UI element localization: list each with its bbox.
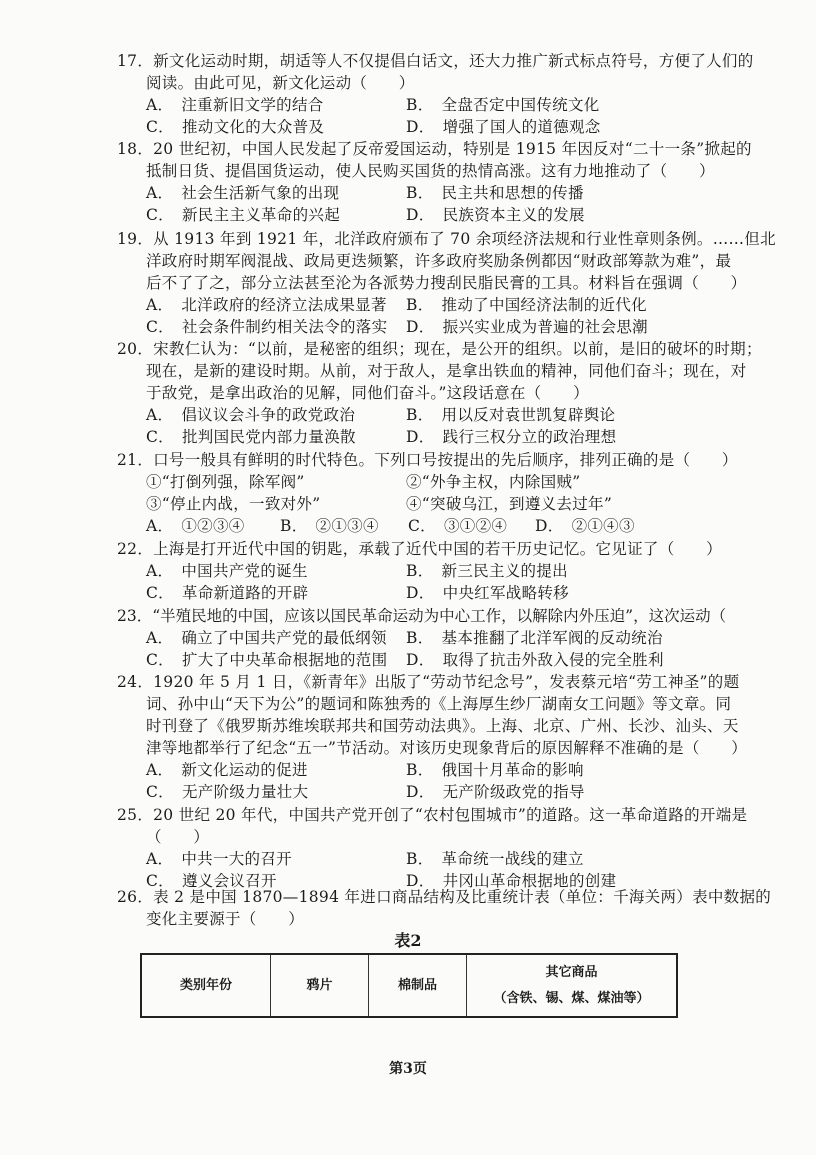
question-25-line-1: 25．20 世纪 20 年代，中国共产党开创了“农村包围城市”的道路。这一革命道路的开端是 <box>117 806 748 824</box>
question-24-option-b: B． 俄国十月革命的影响 <box>406 761 584 779</box>
question-19-option-a: A． 北洋政府的经济立法成果显著 <box>146 296 387 314</box>
question-20-option-d: D． 践行三权分立的政治理想 <box>406 428 617 446</box>
question-25-option-b: B． 革命统一战线的建立 <box>406 850 584 868</box>
question-20-option-b: B． 用以反对袁世凯复辟舆论 <box>406 406 616 424</box>
question-18-option-b: B． 民主共和思想的传播 <box>406 184 584 202</box>
question-18-option-c: C． 新民主主义革命的兴起 <box>146 206 341 224</box>
question-20-option-a: A． 倡议议会斗争的政党政治 <box>146 406 356 424</box>
question-21-slogan-1: ①“打倒列强，除军阀” <box>146 473 305 491</box>
question-19-line-2: 洋政府时期军阀混战、政局更迭频繁，许多政府奖励条例都因“财政部筹款为难”，最 <box>146 252 732 270</box>
question-19-option-b: B． 推动了中国经济法制的近代化 <box>406 296 647 314</box>
question-24-line-2: 词、孙中山“天下为公”的题词和陈独秀的《上海厚生纱厂湖南女工问题》等文章。同 <box>146 695 732 713</box>
question-23-option-c: C． 扩大了中央革命根据地的范围 <box>146 651 388 669</box>
question-24-line-1: 24．1920 年 5 月 1 日，《新青年》出版了“劳动节纪念号”，发表蔡元培“劳工神圣”的题 <box>117 673 740 691</box>
question-20-option-c: C． 批判国民党内部力量涣散 <box>146 428 356 446</box>
header-other-goods-title: 其它商品 <box>545 964 598 980</box>
question-22-line-1: 22．上海是打开近代中国的钥匙，承载了近代中国的若干历史记忆。它见证了（ ） <box>117 540 722 558</box>
question-25-line-2: （ ） <box>146 828 210 846</box>
table-caption: 表2 <box>394 931 422 950</box>
question-22-option-a: A． 中国共产党的诞生 <box>146 562 308 580</box>
header-opium: 鸦片 <box>271 954 369 1017</box>
question-19-option-c: C． 社会条件制约相关法令的落实 <box>146 318 388 336</box>
question-18-option-d: D． 民族资本主义的发展 <box>406 206 585 224</box>
question-17-option-d: D． 增强了国人的道德观念 <box>406 118 601 136</box>
question-21-choice-d: D． ②①④③ <box>535 517 635 535</box>
question-23-line-1: 23．“半殖民地的中国，应该以国民革命运动为中心工作，以解除内外压迫”，这次运动（ <box>117 607 727 625</box>
question-24-option-c: C． 无产阶级力量壮大 <box>146 783 309 801</box>
question-21-choice-a: A． ①②③④ <box>146 517 245 535</box>
question-21-line-1: 21．口号一般具有鲜明的时代特色。下列口号按提出的先后顺序，排列正确的是（ ） <box>117 451 738 469</box>
question-23-option-d: D． 取得了抗击外敌入侵的完全胜利 <box>406 651 664 669</box>
question-17-option-b: B． 全盘否定中国传统文化 <box>406 96 600 114</box>
header-other-goods <box>467 954 678 1017</box>
question-20-line-3: 于敌党，是拿出政治的见解，同他们奋斗。”这段话意在（ ） <box>146 384 589 402</box>
question-21-slogan-4: ④“突破乌江，到遵义去过年” <box>406 495 613 513</box>
question-18-line-2: 抵制日货、提倡国货运动，使人民购买国货的热情高涨。这有力地推动了（ ） <box>146 162 715 180</box>
page-number: 第3页 <box>389 1061 427 1077</box>
question-22-option-c: C． 革命新道路的开辟 <box>146 584 309 602</box>
question-22-option-b: B． 新三民主义的提出 <box>406 562 568 580</box>
table-header-row <box>141 954 677 1017</box>
question-21-choice-c: C． ③①②④ <box>408 517 508 535</box>
question-21-slogan-2: ②“外争主权，内除国贼” <box>406 473 581 491</box>
question-25-option-c: C． 遵义会议召开 <box>146 872 277 890</box>
header-category-year: 类别年份 <box>141 954 271 1017</box>
question-18-option-a: A． 社会生活新气象的出现 <box>146 184 340 202</box>
question-24-option-d: D． 无产阶级政党的指导 <box>406 783 585 801</box>
question-25-option-a: A． 中共一大的召开 <box>146 850 292 868</box>
question-19-line-3: 后不了了之，部分立法甚至沦为各派势力搜刮民脂民膏的工具。材料旨在强调（ ） <box>146 274 747 292</box>
question-24-line-4: 津等地都举行了纪念“五一”节活动。对该历史现象背后的原因解释不准确的是（ ） <box>146 739 748 757</box>
question-24-line-3: 时刊登了《俄罗斯苏维埃联邦共和国劳动法典》。上海、北京、广州、长沙、汕头、天 <box>146 717 739 735</box>
question-21-slogan-3: ③“停止内战，一致对外” <box>146 495 321 513</box>
question-20-line-2: 现在，是新的建设时期。从前，对于敌人，是拿出铁血的精神，同他们奋斗；现在，对 <box>146 362 747 380</box>
question-17-line-2: 阅读。由此可见，新文化运动（ ） <box>146 74 415 92</box>
question-17-line-1: 17．新文化运动时期，胡适等人不仅提倡白话文，还大力推广新式标点符号，方便了人们的 <box>117 52 754 70</box>
question-19-option-d: D． 振兴实业成为普遍的社会思潮 <box>406 318 648 336</box>
question-18-line-1: 18．20 世纪初，中国人民发起了反帝爱国运动，特别是 1915 年因反对“二十一条”掀起的 <box>117 140 752 158</box>
import-structure-table <box>140 953 678 1018</box>
question-26-line-1: 26．表 2 是中国 1870—1894 年进口商品结构及比重统计表（单位：千海关两）表中数据的 <box>117 888 772 906</box>
question-26-line-2: 变化主要源于（ ） <box>146 910 305 928</box>
question-23-option-b: B． 基本推翻了北洋军阀的反动统治 <box>406 629 663 647</box>
question-19-line-1: 19．从 1913 年到 1921 年，北洋政府颁布了 70 余项经济法规和行业性章则条例。……但北 <box>117 230 776 248</box>
header-other-goods-note: （含铁、锡、煤、煤油等） <box>493 990 650 1006</box>
question-22-option-d: D． 中央红军战略转移 <box>406 584 569 602</box>
header-cotton-goods: 棉制品 <box>369 954 467 1017</box>
question-24-option-a: A． 新文化运动的促进 <box>146 761 308 779</box>
question-23-option-a: A． 确立了中国共产党的最低纲领 <box>146 629 387 647</box>
question-17-option-a: A． 注重新旧文学的结合 <box>146 96 324 114</box>
question-25-option-d: D． 井冈山革命根据地的创建 <box>406 872 617 890</box>
question-17-option-c: C． 推动文化的大众普及 <box>146 118 325 136</box>
question-20-line-1: 20．宋教仁认为：“以前，是秘密的组织；现在，是公开的组织。以前，是旧的破坏的时期； <box>117 340 762 358</box>
question-21-choice-b: B． ②①③④ <box>280 517 379 535</box>
